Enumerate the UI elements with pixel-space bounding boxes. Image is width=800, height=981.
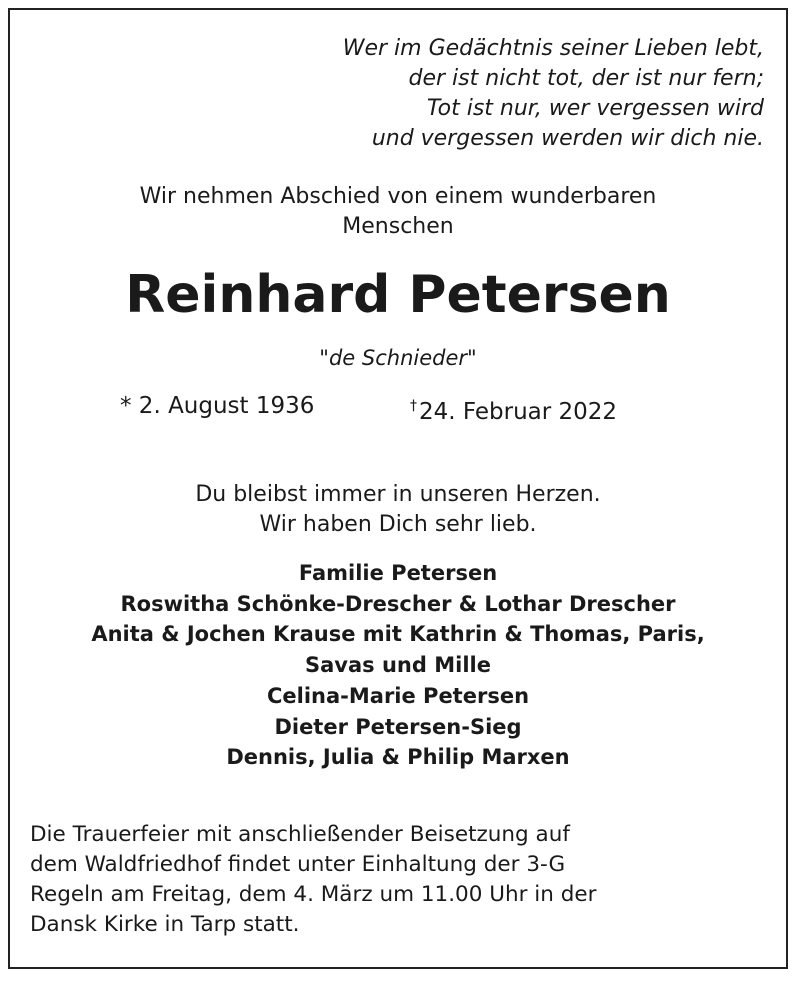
dagger-icon: † (410, 398, 417, 414)
death-date: 24. Februar 2022 (419, 399, 618, 425)
poem-line: der ist nicht tot, der ist nur fern; (408, 66, 764, 91)
mourner-line: Celina-Marie Petersen (266, 683, 530, 708)
mourner-line: Savas und Mille (305, 653, 491, 678)
funeral-line: Dansk Kirke in Tarp statt. (30, 912, 300, 937)
mourner-line: Dieter Petersen-Sieg (274, 714, 522, 739)
intro-line: Menschen (342, 214, 454, 239)
funeral-info (30, 820, 766, 940)
memorial-poem (343, 34, 764, 154)
funeral-line: Regeln am Freitag, dem 4. März um 11.00 Uhr in der (30, 882, 597, 907)
poem-line: Wer im Gedächtnis seiner Lieben lebt, (342, 36, 764, 61)
funeral-line: dem Waldfriedhof findet unter Einhaltung der 3-G (30, 852, 566, 877)
deceased-name: Reinhard Petersen (125, 265, 671, 325)
mourner-line: Familie Petersen (298, 561, 498, 585)
farewell-intro (10, 182, 786, 242)
farewell-line: Du bleibst immer in unseren Herzen. (195, 482, 601, 507)
funeral-line: Die Trauerfeier mit anschließender Beisetzung auf (30, 822, 570, 847)
death-date-group (410, 390, 617, 428)
mourner-line: Dennis, Julia & Philip Marxen (226, 745, 570, 770)
poem-line: und vergessen werden wir dich nie. (371, 126, 764, 151)
obituary-notice (8, 8, 788, 969)
deceased-nickname: "de Schnieder" (319, 346, 477, 370)
farewell-message (10, 480, 786, 540)
mourner-line: Roswitha Schönke-Drescher & Lothar Drescher (120, 591, 676, 616)
farewell-line: Wir haben Dich sehr lieb. (259, 512, 537, 537)
birth-date: * 2. August 1936 (120, 393, 315, 419)
intro-line: Wir nehmen Abschied von einem wunderbaren (139, 184, 657, 209)
mourner-line: Anita & Jochen Krause mit Kathrin & Thomas, Paris, (91, 622, 705, 647)
mourners-list (10, 558, 786, 773)
poem-line: Tot ist nur, wer vergessen wird (426, 96, 764, 121)
